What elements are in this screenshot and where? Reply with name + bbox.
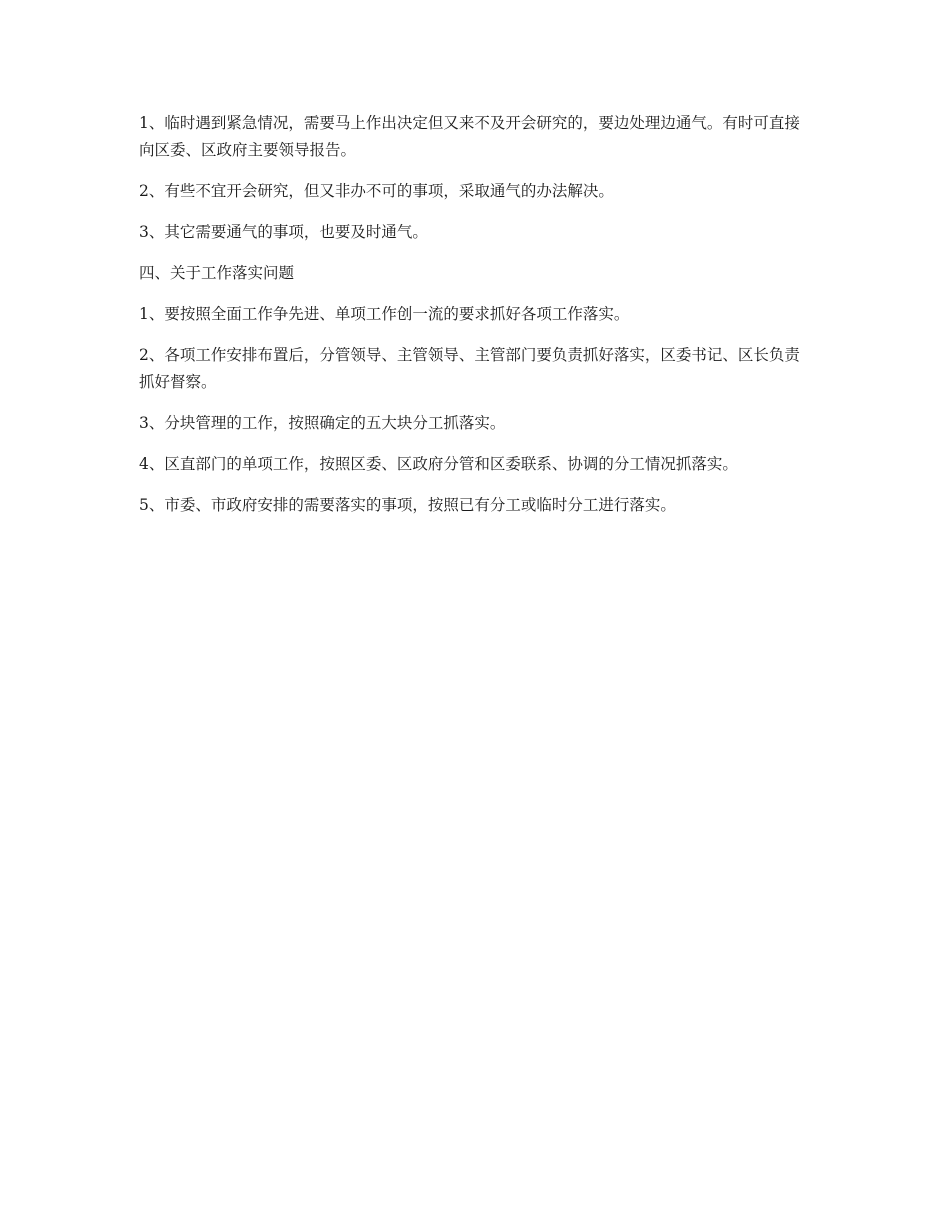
paragraph-notify-other: 3、其它需要通气的事项，也要及时通气。 <box>139 223 428 241</box>
section-heading-implementation: 四、关于工作落实问题 <box>139 264 295 282</box>
paragraph-implement-requirements: 1、要按照全面工作争先进、单项工作创一流的要求抓好各项工作落实。 <box>139 305 630 323</box>
paragraph-implement-leaders: 2、各项工作安排布置后，分管领导、主管领导、主管部门要负责抓好落实，区委书记、区长负责抓好督察。 <box>139 346 800 391</box>
document-body <box>139 110 809 533</box>
paragraph-implement-blocks: 3、分块管理的工作，按照确定的五大块分工抓落实。 <box>139 414 506 432</box>
paragraph-implement-city: 5、市委、市政府安排的需要落实的事项，按照已有分工或临时分工进行落实。 <box>139 496 676 514</box>
paragraph-notify-not-suitable: 2、有些不宜开会研究，但又非办不可的事项，采取通气的办法解决。 <box>139 182 614 200</box>
paragraph-notify-urgent: 1、临时遇到紧急情况，需要马上作出决定但又来不及开会研究的，要边处理边通气。有时可直接向区委、区政府主要领导报告。 <box>139 114 800 159</box>
paragraph-implement-departments: 4、区直部门的单项工作，按照区委、区政府分管和区委联系、协调的分工情况抓落实。 <box>139 455 738 473</box>
